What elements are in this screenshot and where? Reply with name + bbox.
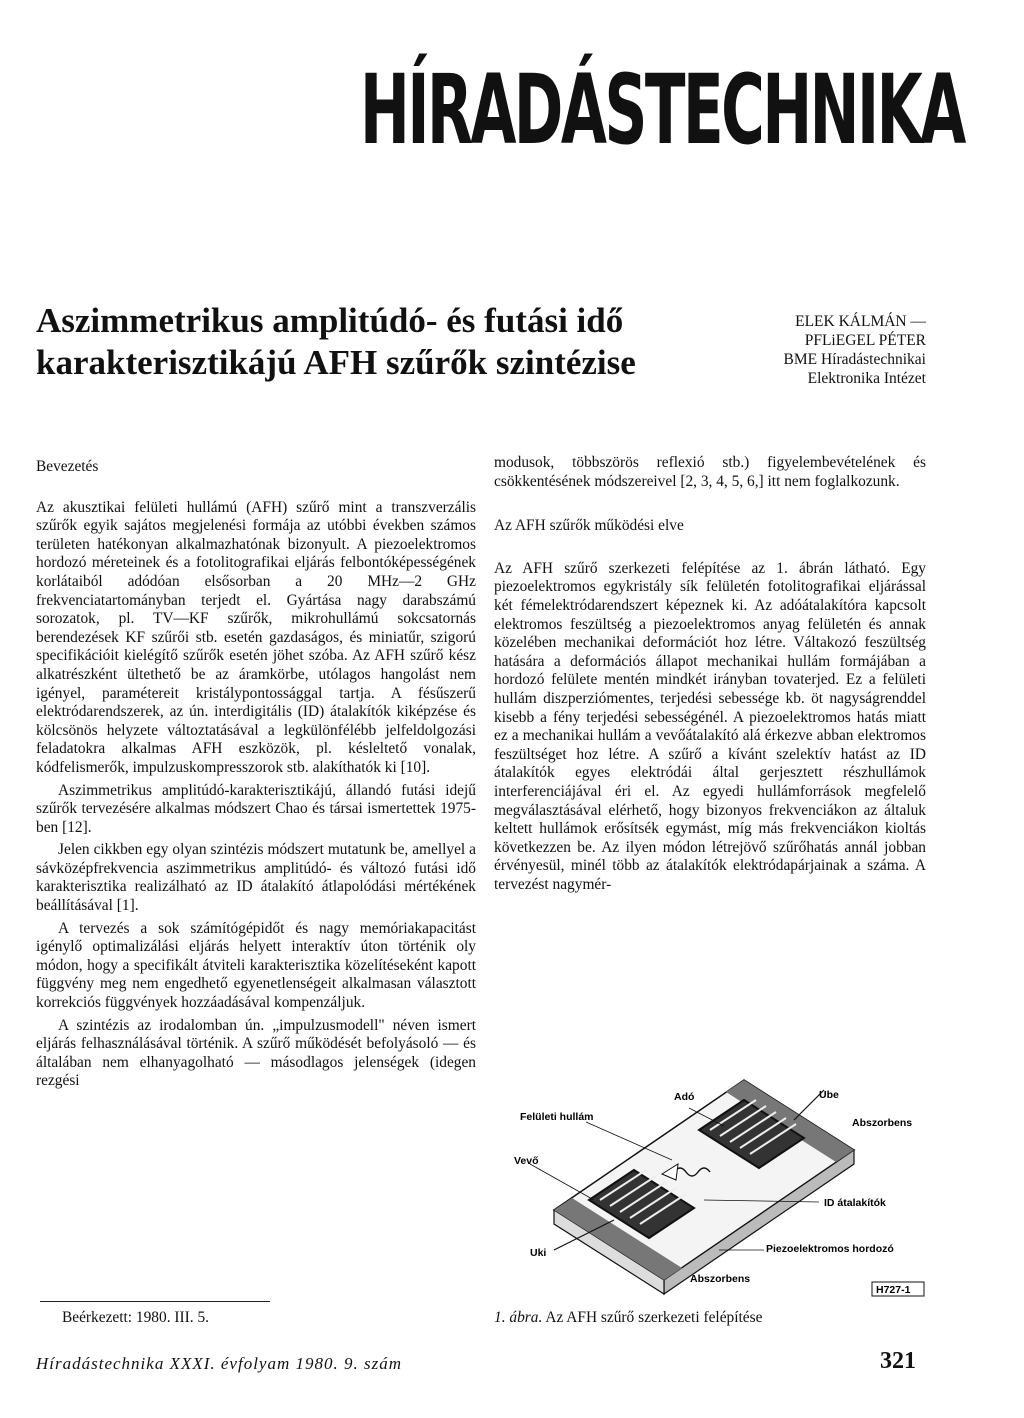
- label-uki: Uki: [530, 1247, 547, 1259]
- section-heading: Az AFH szűrők működési elve: [494, 517, 684, 535]
- paragraph: Aszimmetrikus amplitúdó-karakterisztikájú, állandó futási idejű szűrők tervezésére alkalmas módszert Chao és társai ismertettek 1975-ben [12].: [36, 781, 476, 836]
- label-piezo: Piezoelektromos hordozó: [766, 1243, 894, 1255]
- paragraph: A szintézis az irodalomban ún. „impulzusmodell" néven ismert eljárás felhasználásával történik. A szűrő működését befolyásoló — és általában nem elhanyagolható — másodlagos jelenségek (idegen rezgési: [36, 1016, 476, 1090]
- footnote-rule: [40, 1301, 270, 1302]
- paragraph: Az akusztikai felületi hullámú (AFH) szűrő mint a transzverzális szűrők egyik sajátos megjelenési formája az utóbbi években számos területen hatékonyan alkalmazhatónak bizonyult. A piezoelektromos hordozó méreteinek és a fotolitografikai eljárás felbontóképességének korlátaiból adódóan elsősorban a 20 MHz—2 GHz frekvenciatartományban terjedt el. Gyártása nagy darabszámú sorozatok, pl. TV—KF szűrők, mikrohullámú sokcsatornás berendezések KF szűrői stb. esetén gazdaságos, és miniatűr, szigorú specifikációit kielégítő szűrők esetén jöhet szóba. Az AFH szűrő kész alkatrészként ültethető be az áramkörbe, utólagos hangolást nem igényel, paramétereit kristálypontossággal tartja. A fésűszerű elektródarendszerek, az ún. interdigitális (ID) átalakítók kiképzése és kölcsönös helyzete változtatásával a legkülönfélébb jelfeldolgozási feladatokra alkalmas AFH eszközök, pl. késleltető vonalak, kódfelismerők, impulzuskompresszorok stb. alakíthatók ki [10].: [36, 498, 476, 776]
- label-feluleti-hullam: Felületi hullám: [520, 1111, 594, 1123]
- caption-number: 1. ábra.: [494, 1309, 543, 1326]
- journal-footer: Híradástechnika XXXI. évfolyam 1980. 9. szám: [36, 1354, 402, 1373]
- label-id-atalakitok: ID átalakítók: [824, 1197, 886, 1209]
- label-abszorbens-top: Abszorbens: [852, 1117, 913, 1129]
- title-line: karakterisztikájú AFH szűrők szintézise: [36, 343, 636, 382]
- page-number: 321: [880, 1348, 916, 1374]
- article-title: [36, 300, 676, 384]
- paragraph: Jelen cikkben egy olyan szintézis módszert mutatunk be, amellyel a sávközépfrekvencia aszimmetrikus amplitúdó- és változó futási idő karakterisztika realizálható az ID átalakító átlapolódási mértékének beállításával [1].: [36, 841, 476, 915]
- label-ado: Adó: [674, 1091, 695, 1103]
- label-ube: Ube: [819, 1089, 839, 1101]
- right-column: [494, 454, 926, 894]
- author-line: PFLiEGEL PÉTER: [804, 332, 926, 349]
- figure-code: H727-1: [876, 1284, 911, 1296]
- section-heading: Bevezetés: [36, 458, 99, 475]
- figure-afh-structure: [494, 1060, 930, 1300]
- received-date: Beérkezett: 1980. III. 5.: [62, 1309, 210, 1326]
- left-column: [36, 458, 476, 1091]
- leader-line: [530, 1164, 594, 1200]
- caption-text: Az AFH szűrő szerkezeti felépítése: [545, 1309, 763, 1326]
- paragraph: A tervezés a sok számítógépidőt és nagy memóriakapacitást igénylő optimalizálási eljárás helyett interaktív úton történik oly módon, hogy a specifikált átviteli karakterisztika közelítéseként kapott függvény meg nem engedhető egyenetlenségeit alkalmasan választott korrekciós függvények hozzáadásával kompenzáljuk.: [36, 919, 476, 1012]
- paragraph: Az AFH szűrő szerkezeti felépítése az 1. ábrán látható. Egy piezoelektromos egykristály sík felületén fotolitografikai eljárással két fémelektródarendszert képeznek ki. Az adóátalakítóra kapcsolt elektromos feszültség a piezoelektromos anyag felületén és annak közelében mechanikai deformációt hoz létre. Váltakozó feszültség hatására a deformációs állapot mechanikai hullám formájában a hordozó felülete mentén mindkét irányban tovaterjed. Ez a felületi hullám diszperziómentes, terjedési sebessége kb. öt nagyságrenddel kisebb a fény terjedési sebességénél. A piezoelektromos hatás miatt ez a mechanikai hullám a vevőátalakító alá érkezve abban elektromos feszültséget hoz létre. A szűrő a kívánt szelektív hatást az ID átalakítók egyes elektródái által gerjesztett részhullámok interferenciájával éri el. Az egyedi hullámforrások megfelelő megválasztásával elérhető, hogy bizonyos frekvenciákon az általuk keltett hullámok erősítsék egymást, míg más frekvenciákon kioltás következzen be. Az ilyen módon létrejövő szűrőhatás annál jobban érvényesül, minél több az átalakítók elektródapárjainak a száma. A tervezést nagymér-: [494, 559, 926, 893]
- label-vevo: Vevő: [514, 1155, 539, 1167]
- author-block: [690, 312, 926, 388]
- paragraph: modusok, többszörös reflexió stb.) figyelembevételének és csökkentésének módszereivel [2, 3, 4, 5, 6,] itt nem foglalkozunk.: [494, 454, 926, 490]
- journal-masthead: HÍRADÁSTECHNIKA: [360, 54, 964, 166]
- affiliation-line: BME Híradástechnikai: [783, 351, 926, 368]
- afh-filter-diagram: [494, 1060, 930, 1300]
- label-abszorbens-bottom: Abszorbens: [690, 1273, 751, 1285]
- affiliation-line: Elektronika Intézet: [807, 370, 926, 387]
- figure-caption: [494, 1309, 762, 1327]
- author-line: ELEK KÁLMÁN —: [795, 313, 926, 330]
- title-line: Aszimmetrikus amplitúdó- és futási idő: [36, 301, 624, 340]
